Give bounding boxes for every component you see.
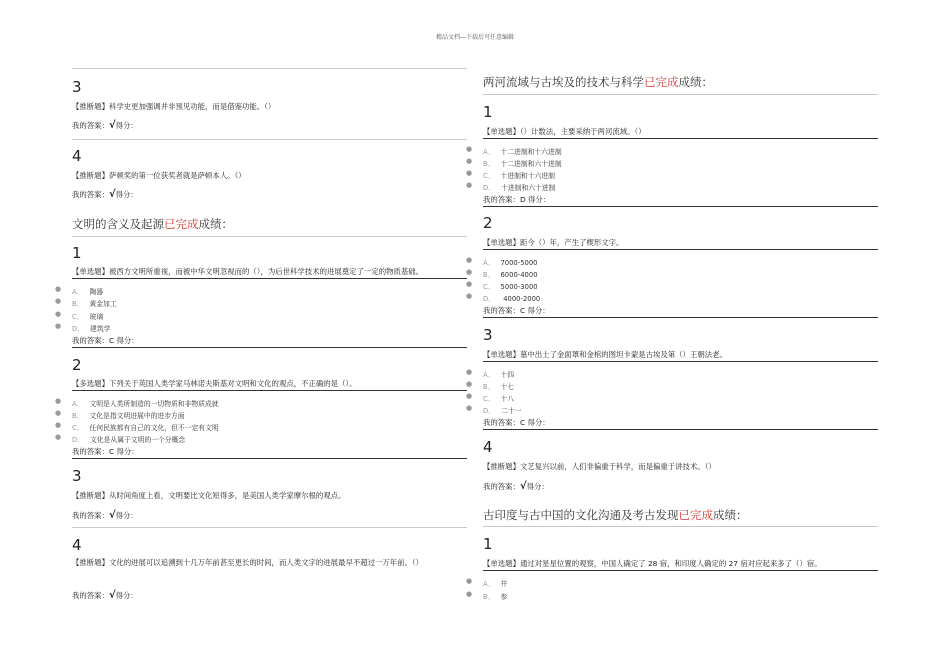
answer-label: 我的答案： bbox=[72, 121, 109, 130]
divider bbox=[72, 236, 467, 237]
bullet-icon: ● bbox=[55, 397, 62, 405]
section-status: 已完成 bbox=[164, 217, 199, 231]
section-status: 已完成 bbox=[644, 75, 679, 89]
bullet-icon: ● bbox=[466, 280, 473, 288]
check-icon: √ bbox=[108, 590, 116, 601]
score-label: 得分： bbox=[115, 591, 138, 600]
section-title bbox=[483, 74, 713, 90]
section-title bbox=[72, 216, 233, 232]
question-text: 【推断题】文化的进展可以追溯到十几万年前甚至更长的时间，而人类文字的进展最早不超过一万年前。（） bbox=[72, 558, 424, 567]
check-icon: √ bbox=[108, 510, 116, 521]
question-number: 4 bbox=[72, 536, 82, 554]
divider bbox=[72, 68, 467, 69]
option-item[interactable]: ● C、 任何民族都有自己的文化，但不一定有文明 bbox=[55, 421, 219, 432]
question-text: 【推断题】萨顿奖的第一位获奖者就是萨顿本人。（） bbox=[72, 171, 246, 180]
page-header: 精品文档---下载后可任意编辑 bbox=[435, 34, 515, 41]
bullet-icon: ● bbox=[55, 285, 62, 293]
my-answer bbox=[72, 120, 138, 131]
option-item[interactable]: ● A、 陶器 bbox=[55, 285, 104, 296]
question-number: 3 bbox=[72, 78, 82, 96]
question-number: 2 bbox=[483, 214, 493, 232]
bullet-icon: ● bbox=[466, 256, 473, 264]
my-answer bbox=[72, 590, 138, 601]
option-item[interactable]: ● D、 4000-2000 bbox=[466, 292, 541, 303]
option-item[interactable]: ● C、 玻璃 bbox=[55, 310, 104, 321]
section-title bbox=[483, 507, 748, 523]
divider bbox=[483, 94, 878, 95]
answer-label: 我的答案： bbox=[483, 482, 520, 491]
option-item[interactable]: ● B、 参 bbox=[466, 590, 508, 601]
score-label: 得分： bbox=[115, 121, 138, 130]
bullet-icon: ● bbox=[55, 297, 62, 305]
bullet-icon: ● bbox=[466, 292, 473, 300]
question-number: 2 bbox=[72, 356, 82, 374]
check-icon: √ bbox=[108, 120, 116, 131]
question-number: 1 bbox=[483, 535, 493, 553]
my-answer: 我的答案：C 得分： bbox=[72, 335, 467, 348]
option-item[interactable]: ● B、 6000-4000 bbox=[466, 268, 538, 279]
option-item[interactable]: ● C、 5000-3000 bbox=[466, 280, 538, 291]
question-number: 1 bbox=[72, 244, 82, 262]
divider bbox=[72, 139, 467, 140]
score-label: 得分： bbox=[115, 511, 138, 520]
bullet-icon: ● bbox=[55, 421, 62, 429]
option-item[interactable]: ● A、 7000-5000 bbox=[466, 256, 538, 267]
option-item[interactable]: ● C、 十进制和十六进制 bbox=[466, 169, 555, 180]
option-item[interactable]: ● B、 十七 bbox=[466, 380, 515, 391]
bullet-icon: ● bbox=[466, 181, 473, 189]
bullet-icon: ● bbox=[466, 392, 473, 400]
section-score-label: 成绩： bbox=[678, 75, 713, 89]
section-score-label: 成绩： bbox=[198, 217, 233, 231]
bullet-icon: ● bbox=[466, 590, 473, 598]
my-answer: 我的答案：C 得分： bbox=[483, 305, 878, 318]
bullet-icon: ● bbox=[466, 368, 473, 376]
answer-label: 我的答案： bbox=[72, 591, 109, 600]
my-answer bbox=[72, 510, 138, 521]
option-item[interactable]: ● D、 十进制和六十进制 bbox=[466, 181, 556, 192]
section-name: 两河流域与古埃及的技术与科学 bbox=[483, 75, 644, 89]
bullet-icon: ● bbox=[55, 433, 62, 441]
my-answer: 我的答案：D 得分： bbox=[483, 194, 878, 207]
option-item[interactable]: ● B、 文化是指文明进展中的进步方面 bbox=[55, 409, 185, 420]
bullet-icon: ● bbox=[55, 310, 62, 318]
check-icon: √ bbox=[108, 189, 116, 200]
answer-label: 我的答案： bbox=[72, 190, 109, 199]
option-item[interactable]: ● D、 文化是从属于文明的一个分概念 bbox=[55, 433, 186, 444]
option-item[interactable]: ● A、 十四 bbox=[466, 368, 515, 379]
bullet-icon: ● bbox=[466, 404, 473, 412]
section-score-label: 成绩： bbox=[713, 508, 748, 522]
question-number: 4 bbox=[72, 147, 82, 165]
question-text: 【推断题】科学史更加强调并非预见功能，而是借鉴功能。（） bbox=[72, 102, 276, 111]
question-text: 【单选题】通过对星星位置的观察，中国人确定了 28 宿，和印度人确定的 27 宿对应起来多了（）宿。 bbox=[483, 558, 878, 571]
question-text: 【单选题】被西方文明所重视，而被中华文明忽视而的（），为后世科学技术的进展奠定了一定的物质基础。 bbox=[72, 266, 467, 279]
bullet-icon: ● bbox=[466, 268, 473, 276]
question-text: 【单选题】墓中出土了金面罩和金棺的图坦卡蒙是古埃及第（）王朝法老。 bbox=[483, 349, 878, 362]
answer-label: 我的答案： bbox=[72, 511, 109, 520]
question-text: 【多选题】下列关于英国人类学家马林诺夫斯基对文明和文化的观点，不正确的是（）。 bbox=[72, 378, 467, 391]
question-text: 【推断题】文艺复兴以前，人们非偏重于科学，而是偏重于讲技术。（） bbox=[483, 462, 716, 471]
question-number: 3 bbox=[72, 467, 82, 485]
divider bbox=[483, 526, 878, 527]
section-name: 古印度与古中国的文化沟通及考古发现 bbox=[483, 508, 679, 522]
my-answer bbox=[483, 481, 549, 492]
check-icon: √ bbox=[519, 481, 527, 492]
bullet-icon: ● bbox=[55, 322, 62, 330]
option-item[interactable]: ● C、 十八 bbox=[466, 392, 515, 403]
question-text: 【单选题】（）计数法，主要采纳于两河流域。（） bbox=[483, 126, 878, 139]
score-label: 得分： bbox=[115, 190, 138, 199]
option-item[interactable]: ● A、 井 bbox=[466, 577, 508, 588]
question-number: 3 bbox=[483, 326, 493, 344]
option-item[interactable]: ● B、 十二进制和六十进制 bbox=[466, 157, 562, 168]
bullet-icon: ● bbox=[466, 577, 473, 585]
score-label: 得分： bbox=[526, 482, 549, 491]
question-text: 【单选题】距今（）年，产生了楔形文字。 bbox=[483, 237, 878, 250]
bullet-icon: ● bbox=[466, 145, 473, 153]
my-answer: 我的答案：C 得分： bbox=[483, 417, 878, 430]
option-item[interactable]: ● D、 建筑学 bbox=[55, 322, 111, 333]
question-number: 4 bbox=[483, 438, 493, 456]
option-item[interactable]: ● B、 黄金加工 bbox=[55, 297, 117, 308]
option-item[interactable]: ● A、 文明是人类所制造的一切物质和非物质成就 bbox=[55, 397, 219, 408]
section-status: 已完成 bbox=[678, 508, 713, 522]
option-item[interactable]: ● D、 二十一 bbox=[466, 404, 522, 415]
question-text: 【推断题】从时间角度上看，文明要比文化短得多，是美国人类学家摩尔根的观点。 bbox=[72, 491, 346, 500]
question-number: 1 bbox=[483, 103, 493, 121]
section-name: 文明的含义及起源 bbox=[72, 217, 164, 231]
bullet-icon: ● bbox=[55, 409, 62, 417]
option-item[interactable]: ● A、 十二进制和十六进制 bbox=[466, 145, 562, 156]
my-answer: 我的答案：C 得分： bbox=[72, 446, 467, 459]
divider bbox=[72, 527, 467, 528]
bullet-icon: ● bbox=[466, 169, 473, 177]
my-answer bbox=[72, 189, 138, 200]
bullet-icon: ● bbox=[466, 380, 473, 388]
bullet-icon: ● bbox=[466, 157, 473, 165]
